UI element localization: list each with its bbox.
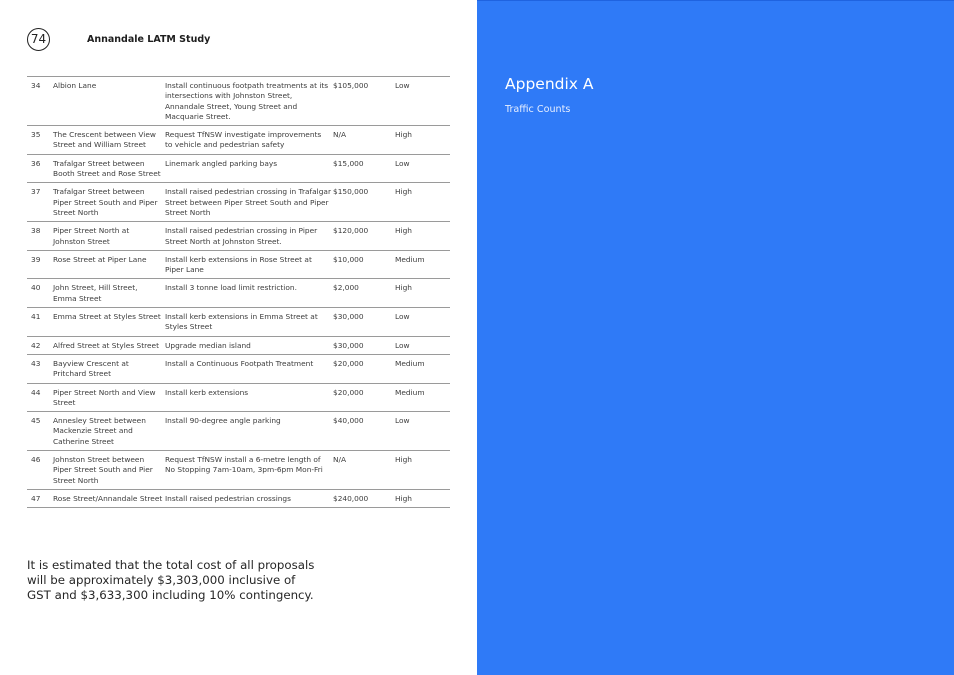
row-number: 42 bbox=[31, 340, 41, 350]
row-location: Albion Lane bbox=[53, 81, 97, 90]
row-location: Alfred Street at Styles Street bbox=[53, 340, 159, 350]
table-row bbox=[27, 490, 450, 508]
table-row bbox=[27, 279, 450, 308]
row-cost: $150,000 bbox=[333, 187, 369, 197]
row-action: Install raised pedestrian crossings bbox=[165, 493, 291, 503]
row-priority: Low bbox=[395, 340, 410, 350]
row-cost: $30,000 bbox=[333, 312, 364, 322]
table-row bbox=[27, 222, 450, 251]
row-priority: High bbox=[395, 455, 412, 465]
row-action: Install 3 tonne load limit restriction. bbox=[165, 283, 297, 293]
row-number: 46 bbox=[31, 455, 41, 465]
row-priority: Medium bbox=[395, 358, 425, 368]
row-action: Request TfNSW install a 6-metre length of No Stopping 7am-10am, 3pm-6pm Mon-Fri bbox=[165, 455, 323, 475]
row-cost: $105,000 bbox=[333, 81, 369, 90]
row-action: Install a Continuous Footpath Treatment bbox=[165, 358, 314, 368]
row-priority: Medium bbox=[395, 387, 425, 397]
appendix-panel bbox=[477, 0, 954, 675]
row-action: Install continuous footpath treatments at its intersections with Johnston Street, Annandale Street, Young Street and Macquarie Street. bbox=[165, 81, 329, 121]
row-priority: High bbox=[395, 187, 412, 197]
row-priority: Medium bbox=[395, 254, 425, 264]
row-action: Install kerb extensions in Emma Street at Styles Street bbox=[165, 312, 318, 332]
row-priority: Low bbox=[395, 312, 410, 322]
row-location: John Street, Hill Street, Emma Street bbox=[53, 283, 138, 303]
table-row bbox=[27, 183, 450, 222]
table-row bbox=[27, 355, 450, 384]
row-priority: Low bbox=[395, 81, 410, 90]
row-priority: High bbox=[395, 226, 412, 236]
row-action: Install raised pedestrian crossing in Trafalgar Street between Piper Street South and Piper Street North bbox=[165, 187, 331, 217]
row-location: The Crescent between View Street and William Street bbox=[53, 130, 156, 150]
row-location: Annesley Street between Mackenzie Street and Catherine Street bbox=[53, 416, 146, 446]
row-cost: N/A bbox=[333, 455, 347, 465]
row-cost: $40,000 bbox=[333, 416, 364, 426]
row-number: 44 bbox=[31, 387, 41, 397]
table-row bbox=[27, 308, 450, 337]
table-row bbox=[27, 126, 450, 155]
row-cost: $30,000 bbox=[333, 340, 364, 350]
proposals-table bbox=[27, 76, 450, 508]
row-action: Upgrade median island bbox=[165, 340, 251, 350]
row-action: Install raised pedestrian crossing in Piper Street North at Johnston Street. bbox=[165, 226, 318, 246]
table-row bbox=[27, 251, 450, 280]
row-priority: High bbox=[395, 493, 412, 503]
row-number: 35 bbox=[31, 130, 41, 140]
row-location: Johnston Street between Piper Street South and Pier Street North bbox=[53, 455, 153, 485]
row-priority: Low bbox=[395, 416, 410, 426]
row-number: 41 bbox=[31, 312, 41, 322]
row-priority: High bbox=[395, 130, 412, 140]
row-number: 39 bbox=[31, 254, 41, 264]
table-row bbox=[27, 412, 450, 451]
row-cost: $2,000 bbox=[333, 283, 359, 293]
row-action: Request TfNSW investigate improvements to vehicle and pedestrian safety bbox=[165, 130, 322, 150]
row-cost: $20,000 bbox=[333, 358, 364, 368]
row-location: Rose Street/Annandale Street bbox=[53, 493, 163, 503]
page-number-badge: 74 bbox=[27, 28, 50, 51]
row-cost: $20,000 bbox=[333, 387, 364, 397]
row-location: Trafalgar Street between Piper Street South and Piper Street North bbox=[53, 187, 158, 217]
row-number: 37 bbox=[31, 187, 41, 197]
row-number: 38 bbox=[31, 226, 41, 236]
row-location: Bayview Crescent at Pritchard Street bbox=[53, 358, 129, 379]
row-action: Linemark angled parking bays bbox=[165, 158, 278, 168]
appendix-subtitle: Traffic Counts bbox=[505, 104, 571, 115]
row-number: 45 bbox=[31, 416, 41, 426]
row-number: 43 bbox=[31, 358, 41, 368]
row-priority: Low bbox=[395, 158, 410, 168]
row-location: Piper Street North at Johnston Street bbox=[53, 226, 130, 246]
table-row bbox=[27, 384, 450, 413]
document-title: Annandale LATM Study bbox=[87, 34, 211, 45]
row-number: 47 bbox=[31, 493, 41, 503]
row-cost: $240,000 bbox=[333, 493, 369, 503]
row-location: Rose Street at Piper Lane bbox=[53, 254, 147, 264]
appendix-title: Appendix A bbox=[505, 75, 594, 93]
table-row bbox=[27, 451, 450, 490]
row-action: Install kerb extensions in Rose Street at Piper Lane bbox=[165, 254, 312, 275]
row-number: 36 bbox=[31, 158, 41, 168]
row-action: Install 90-degree angle parking bbox=[165, 416, 281, 426]
row-cost: $120,000 bbox=[333, 226, 369, 236]
row-cost: $15,000 bbox=[333, 158, 364, 168]
row-number: 34 bbox=[31, 81, 41, 90]
row-location: Trafalgar Street between Booth Street and Rose Street bbox=[53, 158, 161, 179]
row-cost: N/A bbox=[333, 130, 347, 140]
cost-summary: It is estimated that the total cost of all proposals will be approximately $3,303,000 inclusive of GST and $3,633,300 including 10% contingency. bbox=[27, 558, 315, 602]
row-location: Emma Street at Styles Street bbox=[53, 312, 161, 322]
row-location: Piper Street North and View Street bbox=[53, 387, 156, 407]
row-number: 40 bbox=[31, 283, 41, 293]
table-row bbox=[27, 337, 450, 355]
table-row bbox=[27, 77, 450, 126]
row-cost: $10,000 bbox=[333, 254, 364, 264]
row-action: Install kerb extensions bbox=[165, 387, 249, 397]
table-row bbox=[27, 155, 450, 184]
row-priority: High bbox=[395, 283, 412, 293]
